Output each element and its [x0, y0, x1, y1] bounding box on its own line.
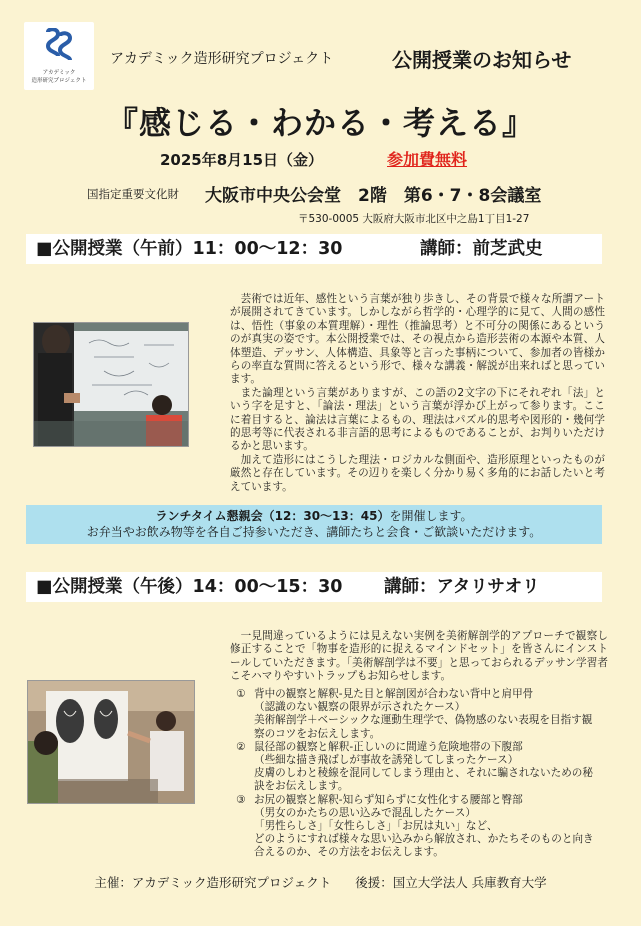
topic-item	[236, 688, 616, 741]
topic-line: お尻の観察と解釈‐知らず知らずに女性化する腰部と臀部	[254, 793, 523, 806]
supporter-credit: 後援：国立大学法人 兵庫教育大学	[355, 875, 547, 890]
whiteboard-lecture-photo	[34, 323, 188, 446]
topic-line: 背中の観察と解釈‐見た目と解剖図が合わない背中と肩甲骨	[254, 688, 534, 700]
notice-heading: 公開授業のお知らせ	[392, 48, 572, 72]
event-title: 『感じる・わかる・考える』	[105, 104, 535, 142]
morning-paragraph: また論理という言葉がありますが、この語の2文字の下にそれぞれ「法」という字を足すと、「論法・理法」という言葉が浮かび上がって参ります。ここに着目すると、論法は言葉によるもの、理法はパズル的思考や図形的・幾何学的思考等に代表される非言語的思考によるものであることが、お判りいただけるかと思います。	[230, 386, 605, 453]
topic-line: どのようにすれば様々な思い込みから解放され、かたちそのものと向き	[254, 833, 594, 846]
afternoon-topic-list	[236, 688, 616, 860]
lunch-line-1	[26, 508, 602, 524]
afternoon-intro: 一見間違っているようには見えない実例を美術解剖学的アプローチで観察し修正することで「物事を造形的に捉えるマインドセット」を皆さんにインストールしていただきます。「美術解剖学は不要」と思っておられるデッサン学習者こそハマりやすいトラップもお知らせします。	[230, 630, 608, 683]
fee-label: 参加費無料	[387, 150, 468, 169]
morning-paragraph: 芸術では近年、感性という言葉が独り歩きし、その背景で様々な所謂アートが展開されてきています。しかしながら哲学的・心理学的に見て、人間の感性は、悟性（事象の本質理解）・理性（推論思考）と不可分の関係にあるというのが真実の姿です。本公開授業では、その視点から造形芸術の本源や本質、人体塑造、デッサン、人体構造、具象等と言った事柄について、参加者の皆様からの率直な質問に答えるという形で、様々な講義・解説が出来ればと思っています。	[230, 293, 605, 386]
organization-name: アカデミック造形研究プロジェクト	[110, 51, 334, 67]
topic-line: （些細な描き飛ばしが事故を誘発してしまったケース）	[254, 754, 519, 767]
afternoon-description	[230, 630, 608, 684]
logo	[24, 22, 94, 90]
footer	[0, 873, 641, 891]
topic-line: 美術解剖学＋ベーシックな運動生理学で、偽物感のない表現を目指す観	[254, 714, 593, 727]
topic-line: 訣をお伝えします。	[254, 780, 349, 793]
topic-line: 合えるのか、その方法をお伝えします。	[254, 846, 444, 859]
logo-text-line1: アカデミック	[42, 70, 76, 76]
venue-name: 大阪市中央公会堂 2階 第6・7・8会議室	[205, 186, 542, 206]
morning-session-banner	[26, 234, 602, 264]
afternoon-photo	[27, 680, 195, 804]
morning-lecturer: 講師：前芝武史	[420, 239, 543, 259]
topic-line: 皮膚のしわと稜線を混同してしまう理由と、それに騙されないための秘	[254, 767, 593, 780]
organizer-credit: 主催：アカデミック造形研究プロジェクト	[94, 875, 332, 890]
lunch-highlight: ランチタイム懇親会（12：30～13：45）	[155, 509, 390, 523]
morning-description	[230, 293, 605, 494]
event-date: 2025年8月15日（金）	[160, 151, 324, 169]
logo-mark-icon	[44, 28, 74, 64]
afternoon-session-time: ■公開授業（午後）14：00～15：30	[36, 577, 343, 597]
topic-line: 鼠径部の観察と解釈‐正しいのに間違う危険地帯の下腹部	[254, 740, 523, 753]
topic-item	[236, 741, 616, 794]
topic-line: 「男性らしさ」「女性らしさ」「お尻は丸い」など、	[254, 820, 498, 833]
afternoon-lecturer: 講師：アタリサオリ	[384, 577, 540, 597]
morning-photo	[33, 322, 189, 447]
venue-address: 〒530-0005 大阪府大阪市北区中之島1丁目1-27	[298, 213, 530, 225]
topic-item	[236, 794, 616, 860]
topic-line: （認識のない観察の限界が示されたケース）	[254, 701, 466, 714]
logo-text-line2: 造形研究プロジェクト	[31, 78, 87, 84]
topic-line: 察のコツをお伝えします。	[254, 727, 381, 740]
morning-paragraph: 加えて造形にはこうした理法・ロジカルな側面や、造形原理といったものが厳然と存在しています。その辺りを楽しく分かり易く多角的にお話したいと考えています。	[230, 453, 605, 493]
anatomy-lecture-photo	[28, 681, 194, 803]
lunch-line-1-rest: を開催します。	[389, 509, 473, 523]
topic-number: ①	[236, 688, 246, 700]
afternoon-session-banner	[26, 572, 602, 602]
lunch-line-2: お弁当やお飲み物等を各自ご持参いただき、講師たちと会食・ご歓談いただけます。	[86, 525, 542, 539]
lunch-announcement	[26, 505, 602, 544]
heritage-label: 国指定重要文化財	[87, 187, 179, 201]
topic-number: ③	[236, 793, 246, 806]
topic-number: ②	[236, 740, 246, 753]
morning-session-time: ■公開授業（午前）11：00～12：30	[36, 239, 343, 259]
topic-line: （男女のかたちの思い込みで混乱したケース）	[254, 806, 476, 819]
